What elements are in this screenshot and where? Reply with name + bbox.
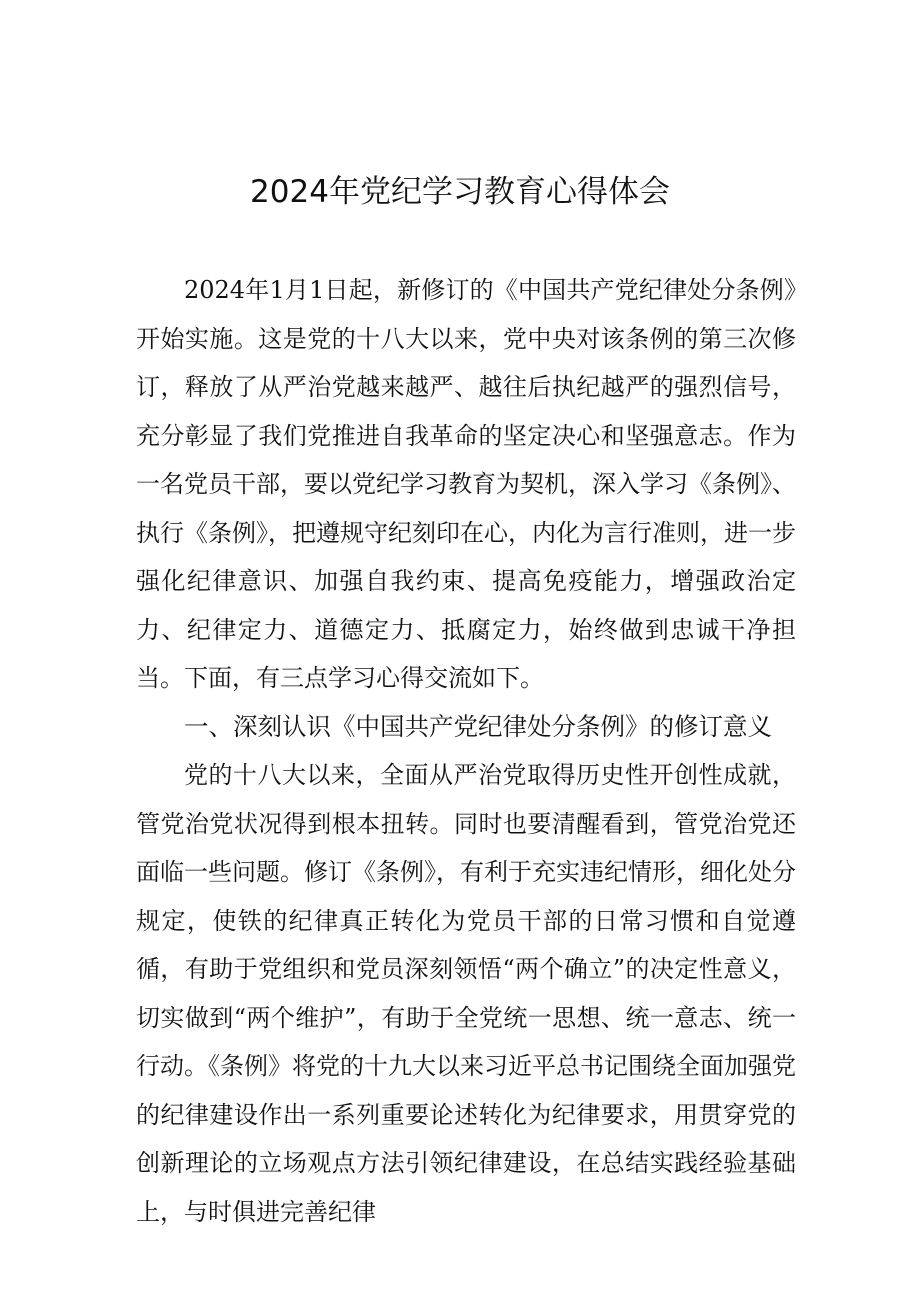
paragraph-section-1: 党的十八大以来，全面从严治党取得历史性开创性成就，管党治党状况得到根本扭转。同时也要清醒看到，管党治党还面临一些问题。修订《条例》，有利于充实违纪情形，细化处分规定，使铁的纪律真正转化为党员干部的日常习惯和自觉遵循，有助于党组织和党员深刻领悟“两个确立”的决定性意义，切实做到“两个维护”，有助于全党统一思想、统一意志、统一行动。《条例》将党的十九大以来习近平总书记围绕全面加强党的纪律建设作出一系列重要论述转化为纪律要求，用贯穿党的创新理论的立场观点方法引领纪律建设，在总结实践经验基础上，与时俱进完善纪律 bbox=[136, 761, 796, 1226]
document-title: 2024年党纪学习教育心得体会 bbox=[250, 174, 670, 210]
document-body bbox=[136, 266, 796, 1236]
paragraph-intro: 2024年1月1日起，新修订的《中国共产党纪律处分条例》开始实施。这是党的十八大以来，党中央对该条例的第三次修订，释放了从严治党越来越严、越往后执纪越严的强烈信号，充分彰显了我们党推进自我革命的坚定决心和坚强意志。作为一名党员干部，要以党纪学习教育为契机，深入学习《条例》、执行《条例》，把遵规守纪刻印在心，内化为言行准则，进一步强化纪律意识、加强自我约束、提高免疫能力，增强政治定力、纪律定力、道德定力、抵腐定力，始终做到忠诚干净担当。下面，有三点学习心得交流如下。 bbox=[136, 276, 796, 692]
section-heading-1: 一、深刻认识《中国共产党纪律处分条例》的修订意义 bbox=[184, 711, 772, 741]
